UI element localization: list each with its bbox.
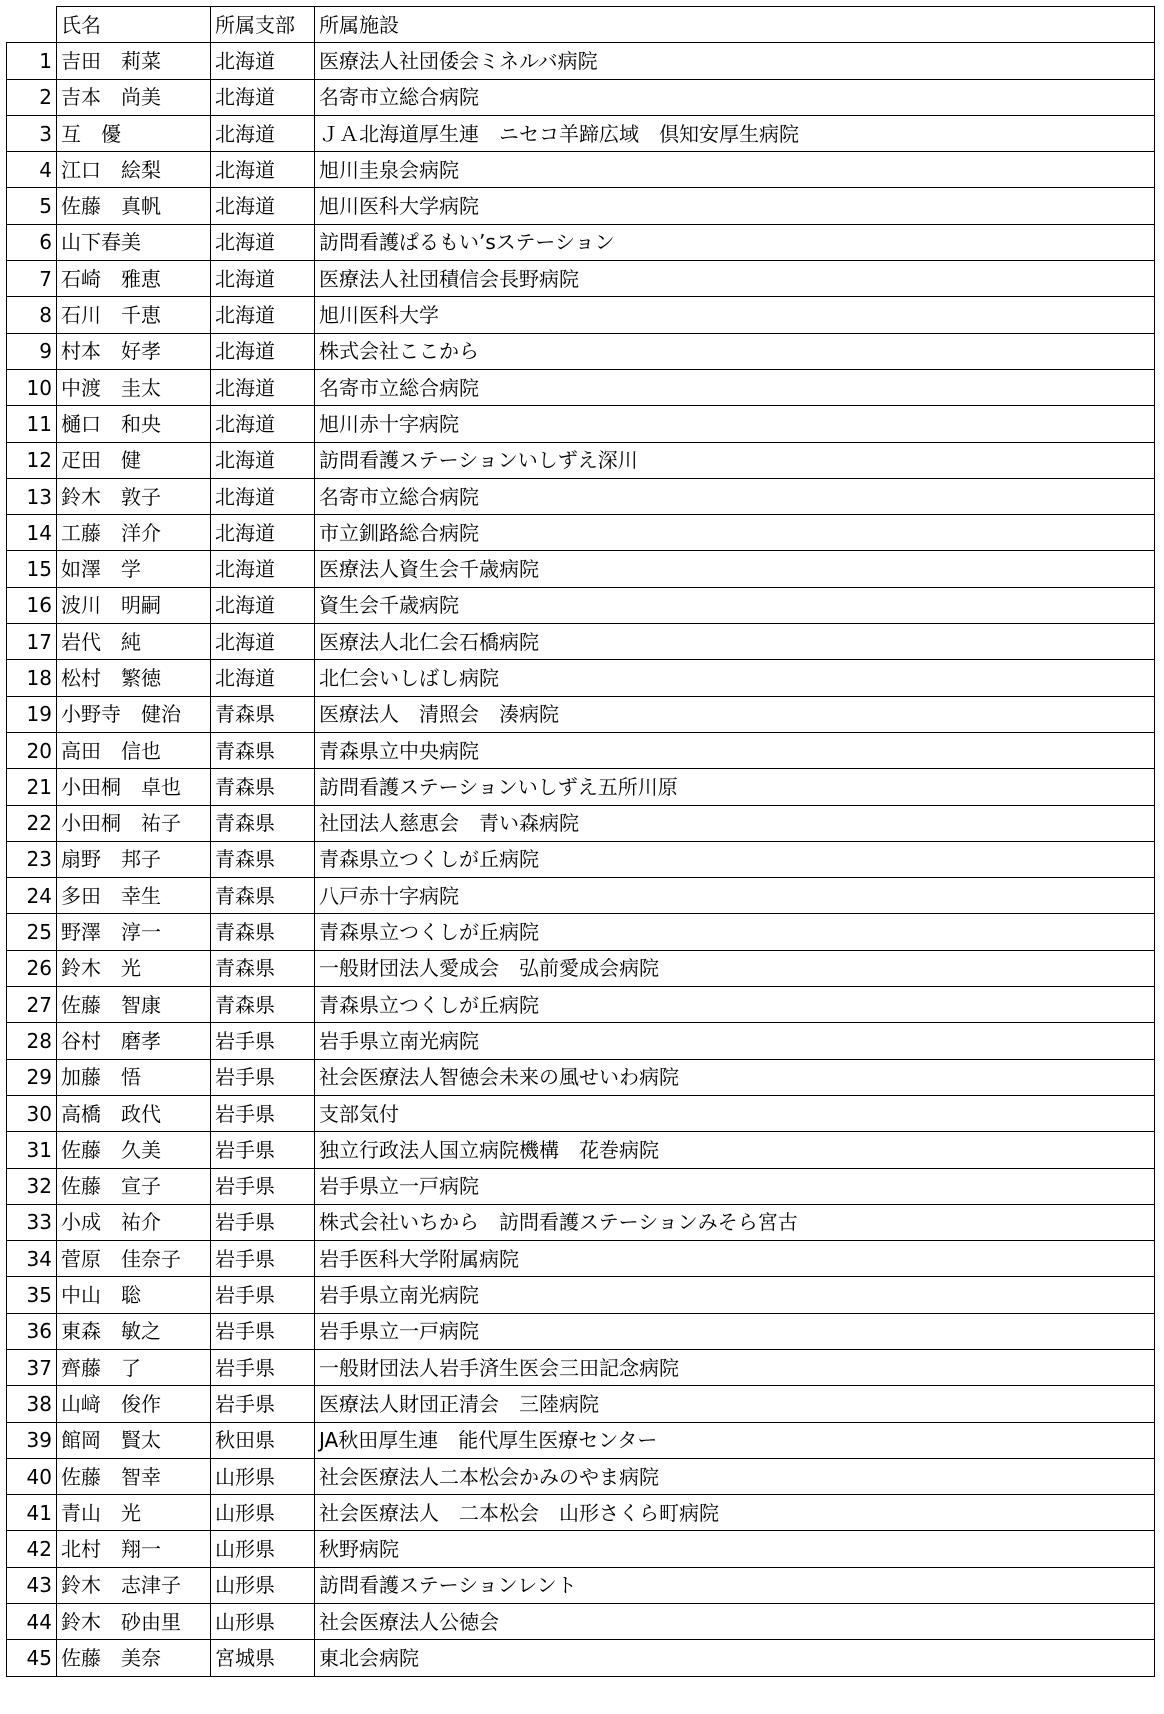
facility-name: 社会医療法人公徳会	[315, 1604, 1155, 1640]
facility-name: 青森県立つくしが丘病院	[315, 914, 1155, 950]
table-row	[7, 1531, 1155, 1567]
facility-name: 株式会社ここから	[315, 333, 1155, 369]
branch-name: 岩手県	[211, 1023, 315, 1059]
branch-name: 山形県	[211, 1531, 315, 1567]
branch-name: 青森県	[211, 769, 315, 805]
facility-name: 岩手県立南光病院	[315, 1023, 1155, 1059]
row-number: 34	[7, 1241, 57, 1277]
member-name: 岩代 純	[57, 624, 211, 660]
branch-name: 岩手県	[211, 1349, 315, 1385]
branch-name: 北海道	[211, 442, 315, 478]
row-number: 25	[7, 914, 57, 950]
row-number: 8	[7, 297, 57, 333]
branch-name: 北海道	[211, 43, 315, 79]
table-row	[7, 987, 1155, 1023]
table-row	[7, 1458, 1155, 1494]
facility-name: 株式会社いちから 訪問看護ステーションみそら宮古	[315, 1204, 1155, 1240]
branch-name: 山形県	[211, 1458, 315, 1494]
facility-name: 青森県立中央病院	[315, 732, 1155, 768]
member-name: 山﨑 俊作	[57, 1386, 211, 1422]
row-number: 1	[7, 43, 57, 79]
facility-name: 医療法人財団正清会 三陸病院	[315, 1386, 1155, 1422]
branch-name: 北海道	[211, 297, 315, 333]
facility-name: 青森県立つくしが丘病院	[315, 987, 1155, 1023]
branch-name: 秋田県	[211, 1422, 315, 1458]
facility-name: 支部気付	[315, 1095, 1155, 1131]
member-name: 佐藤 智康	[57, 987, 211, 1023]
facility-name: 岩手県立一戸病院	[315, 1168, 1155, 1204]
table-row	[7, 1059, 1155, 1095]
facility-name: 秋野病院	[315, 1531, 1155, 1567]
branch-name: 北海道	[211, 115, 315, 151]
row-number: 14	[7, 515, 57, 551]
row-number: 15	[7, 551, 57, 587]
member-name: 小野寺 健治	[57, 696, 211, 732]
row-number: 19	[7, 696, 57, 732]
member-name: 工藤 洋介	[57, 515, 211, 551]
member-name: 青山 光	[57, 1495, 211, 1531]
member-name: 菅原 佳奈子	[57, 1241, 211, 1277]
branch-name: 山形県	[211, 1604, 315, 1640]
facility-name: 訪問看護ステーションレント	[315, 1567, 1155, 1603]
table-row	[7, 1277, 1155, 1313]
header-number-cell	[7, 7, 57, 43]
member-name: 小田桐 祐子	[57, 805, 211, 841]
table-row	[7, 406, 1155, 442]
facility-name: 名寄市立総合病院	[315, 79, 1155, 115]
row-number: 23	[7, 841, 57, 877]
row-number: 27	[7, 987, 57, 1023]
member-name: 吉田 莉菜	[57, 43, 211, 79]
branch-name: 北海道	[211, 478, 315, 514]
facility-name: ＪＡ北海道厚生連 ニセコ羊蹄広域 倶知安厚生病院	[315, 115, 1155, 151]
row-number: 35	[7, 1277, 57, 1313]
table-row	[7, 1095, 1155, 1131]
member-name: 小田桐 卓也	[57, 769, 211, 805]
branch-name: 青森県	[211, 696, 315, 732]
table-row	[7, 1204, 1155, 1240]
row-number: 38	[7, 1386, 57, 1422]
branch-name: 岩手県	[211, 1168, 315, 1204]
table-row	[7, 115, 1155, 151]
member-name: 中山 聡	[57, 1277, 211, 1313]
row-number: 4	[7, 152, 57, 188]
facility-name: 岩手医科大学附属病院	[315, 1241, 1155, 1277]
branch-name: 北海道	[211, 261, 315, 297]
member-name: 高田 信也	[57, 732, 211, 768]
table-row	[7, 769, 1155, 805]
branch-name: 北海道	[211, 660, 315, 696]
facility-name: 旭川医科大学病院	[315, 188, 1155, 224]
table-row	[7, 1241, 1155, 1277]
row-number: 16	[7, 587, 57, 623]
table-row	[7, 79, 1155, 115]
facility-name: 岩手県立南光病院	[315, 1277, 1155, 1313]
table-row	[7, 333, 1155, 369]
branch-name: 青森県	[211, 841, 315, 877]
branch-name: 北海道	[211, 515, 315, 551]
member-name: 石崎 雅恵	[57, 261, 211, 297]
facility-name: 社団法人慈恵会 青い森病院	[315, 805, 1155, 841]
branch-name: 青森県	[211, 950, 315, 986]
branch-name: 北海道	[211, 188, 315, 224]
facility-name: 青森県立つくしが丘病院	[315, 841, 1155, 877]
row-number: 3	[7, 115, 57, 151]
member-name: 鈴木 敦子	[57, 478, 211, 514]
table-row	[7, 442, 1155, 478]
table-row	[7, 1168, 1155, 1204]
branch-name: 山形県	[211, 1495, 315, 1531]
row-number: 6	[7, 224, 57, 260]
member-name: 樋口 和央	[57, 406, 211, 442]
member-name: 疋田 健	[57, 442, 211, 478]
row-number: 5	[7, 188, 57, 224]
row-number: 44	[7, 1604, 57, 1640]
facility-name: 名寄市立総合病院	[315, 478, 1155, 514]
member-name: 館岡 賢太	[57, 1422, 211, 1458]
table-row	[7, 732, 1155, 768]
member-name: 山下春美	[57, 224, 211, 260]
header-branch: 所属支部	[211, 7, 315, 43]
row-number: 42	[7, 1531, 57, 1567]
branch-name: 青森県	[211, 805, 315, 841]
row-number: 20	[7, 732, 57, 768]
table-row	[7, 188, 1155, 224]
member-name: 北村 翔一	[57, 1531, 211, 1567]
member-name: 扇野 邦子	[57, 841, 211, 877]
branch-name: 岩手県	[211, 1277, 315, 1313]
row-number: 11	[7, 406, 57, 442]
member-name: 東森 敏之	[57, 1313, 211, 1349]
table-row	[7, 587, 1155, 623]
table-row	[7, 43, 1155, 79]
table-row	[7, 1640, 1155, 1676]
facility-name: 一般財団法人岩手済生医会三田記念病院	[315, 1349, 1155, 1385]
table-row	[7, 1132, 1155, 1168]
facility-name: 訪問看護ステーションいしずえ深川	[315, 442, 1155, 478]
facility-name: 医療法人社団倭会ミネルバ病院	[315, 43, 1155, 79]
member-name: 互 優	[57, 115, 211, 151]
table-row	[7, 297, 1155, 333]
branch-name: 北海道	[211, 152, 315, 188]
table-row	[7, 551, 1155, 587]
facility-name: 旭川赤十字病院	[315, 406, 1155, 442]
member-name: 加藤 悟	[57, 1059, 211, 1095]
member-name: 佐藤 真帆	[57, 188, 211, 224]
branch-name: 岩手県	[211, 1313, 315, 1349]
row-number: 22	[7, 805, 57, 841]
table-row	[7, 224, 1155, 260]
member-name: 鈴木 砂由里	[57, 1604, 211, 1640]
roster-table	[6, 6, 1155, 1677]
table-row	[7, 369, 1155, 405]
member-name: 野澤 淳一	[57, 914, 211, 950]
row-number: 45	[7, 1640, 57, 1676]
member-name: 松村 繁徳	[57, 660, 211, 696]
facility-name: 八戸赤十字病院	[315, 878, 1155, 914]
member-name: 多田 幸生	[57, 878, 211, 914]
branch-name: 北海道	[211, 369, 315, 405]
row-number: 12	[7, 442, 57, 478]
table-row	[7, 1495, 1155, 1531]
table-row	[7, 152, 1155, 188]
member-name: 佐藤 宣子	[57, 1168, 211, 1204]
branch-name: 山形県	[211, 1567, 315, 1603]
facility-name: 名寄市立総合病院	[315, 369, 1155, 405]
row-number: 26	[7, 950, 57, 986]
row-number: 30	[7, 1095, 57, 1131]
row-number: 36	[7, 1313, 57, 1349]
row-number: 21	[7, 769, 57, 805]
table-row	[7, 1604, 1155, 1640]
member-name: 齊藤 了	[57, 1349, 211, 1385]
branch-name: 岩手県	[211, 1204, 315, 1240]
table-row	[7, 805, 1155, 841]
facility-name: 社会医療法人二本松会かみのやま病院	[315, 1458, 1155, 1494]
table-row	[7, 1386, 1155, 1422]
roster-body	[7, 7, 1155, 1677]
branch-name: 青森県	[211, 732, 315, 768]
table-row	[7, 914, 1155, 950]
facility-name: 旭川医科大学	[315, 297, 1155, 333]
facility-name: 旭川圭泉会病院	[315, 152, 1155, 188]
member-name: 佐藤 久美	[57, 1132, 211, 1168]
branch-name: 北海道	[211, 406, 315, 442]
branch-name: 岩手県	[211, 1095, 315, 1131]
row-number: 43	[7, 1567, 57, 1603]
facility-name: 医療法人資生会千歳病院	[315, 551, 1155, 587]
member-name: 村本 好孝	[57, 333, 211, 369]
member-name: 石川 千恵	[57, 297, 211, 333]
row-number: 13	[7, 478, 57, 514]
facility-name: 社会医療法人 二本松会 山形さくら町病院	[315, 1495, 1155, 1531]
member-name: 中渡 圭太	[57, 369, 211, 405]
branch-name: 北海道	[211, 624, 315, 660]
table-row	[7, 1023, 1155, 1059]
row-number: 9	[7, 333, 57, 369]
member-name: 如澤 学	[57, 551, 211, 587]
member-name: 谷村 磨孝	[57, 1023, 211, 1059]
table-row	[7, 696, 1155, 732]
row-number: 40	[7, 1458, 57, 1494]
row-number: 17	[7, 624, 57, 660]
row-number: 39	[7, 1422, 57, 1458]
row-number: 32	[7, 1168, 57, 1204]
row-number: 2	[7, 79, 57, 115]
member-name: 鈴木 光	[57, 950, 211, 986]
row-number: 18	[7, 660, 57, 696]
branch-name: 北海道	[211, 224, 315, 260]
row-number: 10	[7, 369, 57, 405]
facility-name: 独立行政法人国立病院機構 花巻病院	[315, 1132, 1155, 1168]
row-number: 31	[7, 1132, 57, 1168]
row-number: 28	[7, 1023, 57, 1059]
branch-name: 岩手県	[211, 1059, 315, 1095]
header-row	[7, 7, 1155, 43]
table-row	[7, 478, 1155, 514]
table-row	[7, 624, 1155, 660]
branch-name: 青森県	[211, 987, 315, 1023]
branch-name: 岩手県	[211, 1386, 315, 1422]
facility-name: 一般財団法人愛成会 弘前愛成会病院	[315, 950, 1155, 986]
row-number: 37	[7, 1349, 57, 1385]
facility-name: 訪問看護ぱるもい’sステーション	[315, 224, 1155, 260]
facility-name: 東北会病院	[315, 1640, 1155, 1676]
member-name: 江口 絵梨	[57, 152, 211, 188]
table-row	[7, 950, 1155, 986]
member-name: 高橋 政代	[57, 1095, 211, 1131]
branch-name: 宮城県	[211, 1640, 315, 1676]
member-name: 吉本 尚美	[57, 79, 211, 115]
member-name: 波川 明嗣	[57, 587, 211, 623]
branch-name: 北海道	[211, 79, 315, 115]
branch-name: 青森県	[211, 878, 315, 914]
row-number: 24	[7, 878, 57, 914]
facility-name: 岩手県立一戸病院	[315, 1313, 1155, 1349]
facility-name: JA秋田厚生連 能代厚生医療センター	[315, 1422, 1155, 1458]
table-row	[7, 1349, 1155, 1385]
branch-name: 青森県	[211, 914, 315, 950]
branch-name: 北海道	[211, 551, 315, 587]
facility-name: 市立釧路総合病院	[315, 515, 1155, 551]
member-name: 小成 祐介	[57, 1204, 211, 1240]
facility-name: 北仁会いしばし病院	[315, 660, 1155, 696]
table-row	[7, 1567, 1155, 1603]
header-facility: 所属施設	[315, 7, 1155, 43]
table-row	[7, 515, 1155, 551]
branch-name: 北海道	[211, 333, 315, 369]
table-row	[7, 261, 1155, 297]
member-name: 佐藤 智幸	[57, 1458, 211, 1494]
member-name: 佐藤 美奈	[57, 1640, 211, 1676]
row-number: 41	[7, 1495, 57, 1531]
row-number: 33	[7, 1204, 57, 1240]
table-row	[7, 841, 1155, 877]
row-number: 29	[7, 1059, 57, 1095]
branch-name: 岩手県	[211, 1241, 315, 1277]
row-number: 7	[7, 261, 57, 297]
table-row	[7, 1313, 1155, 1349]
facility-name: 医療法人 清照会 湊病院	[315, 696, 1155, 732]
header-name: 氏名	[57, 7, 211, 43]
facility-name: 医療法人社団積信会長野病院	[315, 261, 1155, 297]
branch-name: 北海道	[211, 587, 315, 623]
facility-name: 医療法人北仁会石橋病院	[315, 624, 1155, 660]
table-row	[7, 660, 1155, 696]
member-name: 鈴木 志津子	[57, 1567, 211, 1603]
facility-name: 社会医療法人智徳会未来の風せいわ病院	[315, 1059, 1155, 1095]
facility-name: 訪問看護ステーションいしずえ五所川原	[315, 769, 1155, 805]
branch-name: 岩手県	[211, 1132, 315, 1168]
facility-name: 資生会千歳病院	[315, 587, 1155, 623]
table-row	[7, 878, 1155, 914]
table-row	[7, 1422, 1155, 1458]
